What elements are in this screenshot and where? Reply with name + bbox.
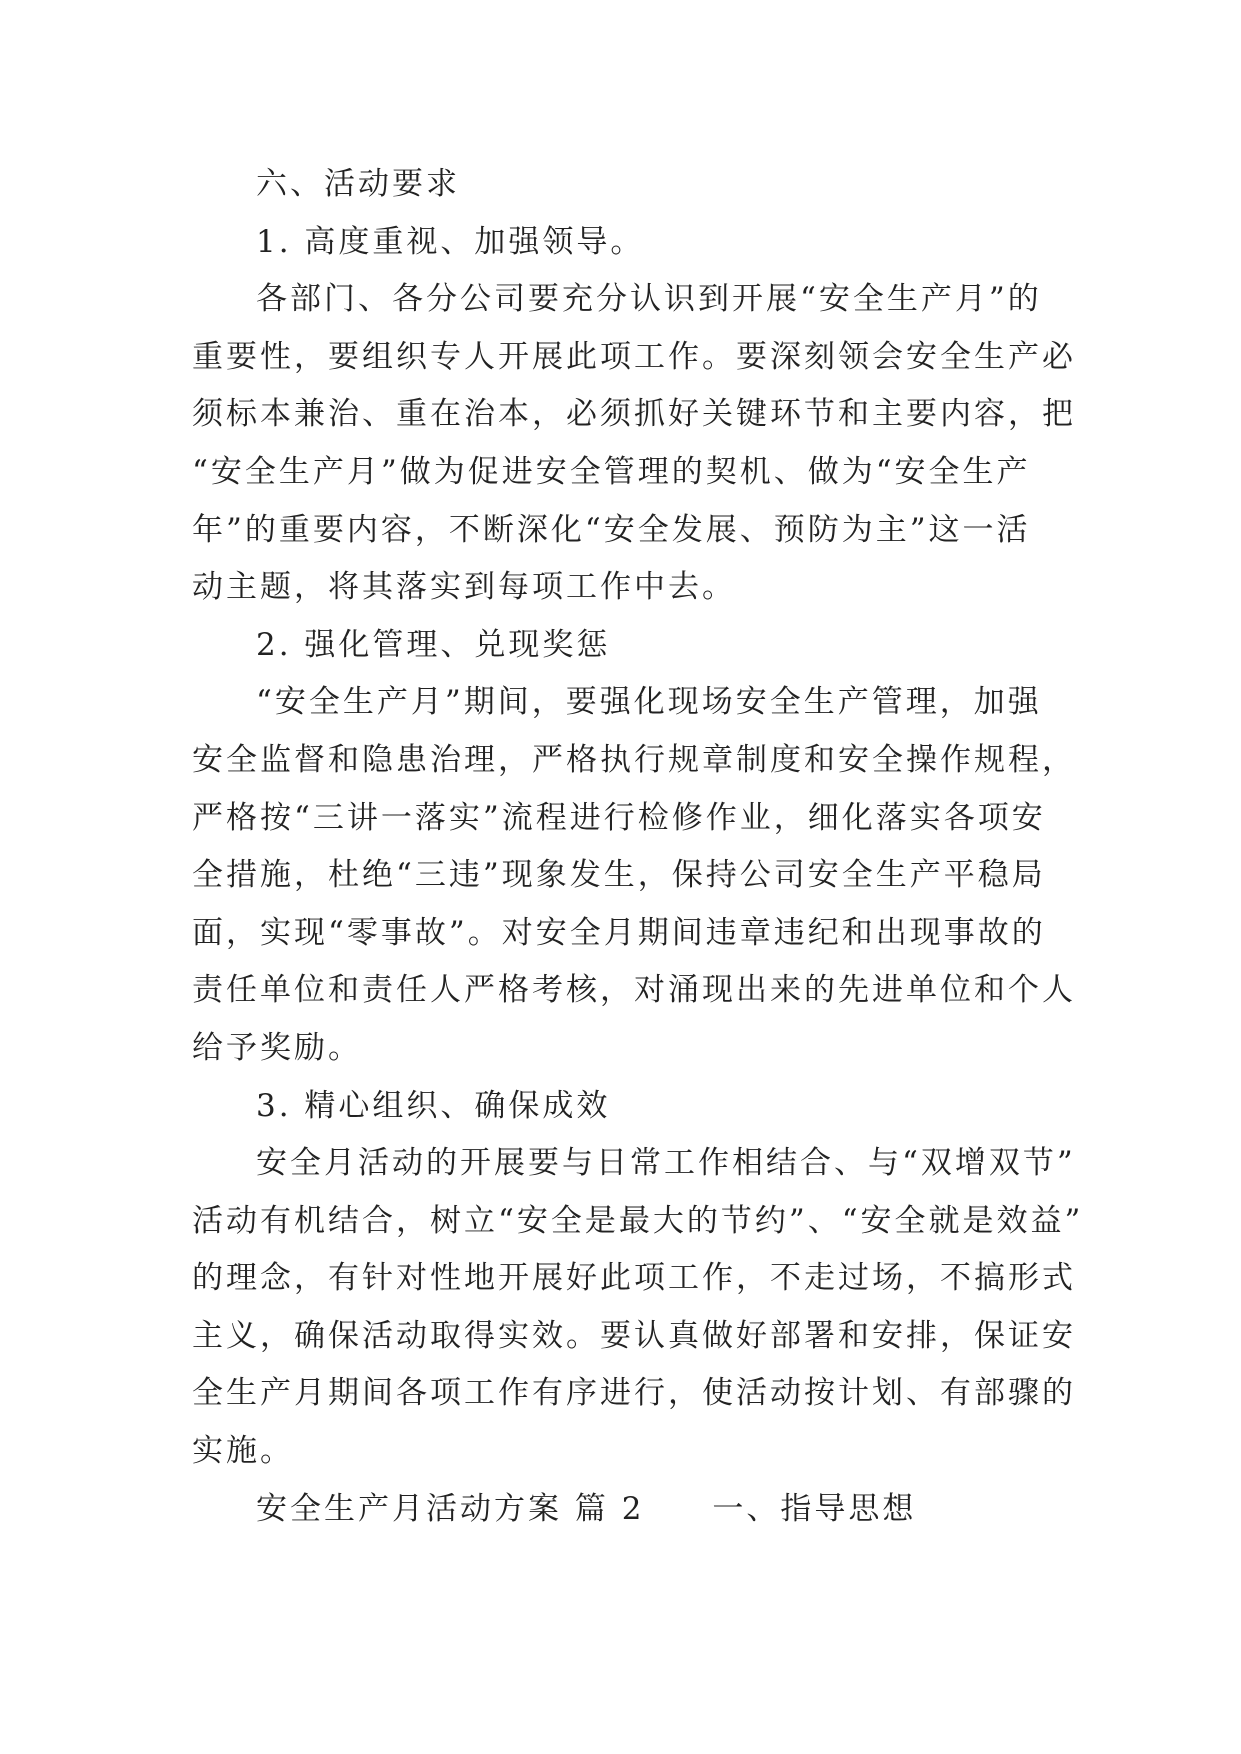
section-heading: 六、活动要求 <box>256 166 460 202</box>
item1-line-4: “安全生产月”做为促进安全管理的契机、做为“安全生产 <box>192 453 1031 490</box>
item3-heading: 3. 精心组织、确保成效 <box>256 1087 611 1124</box>
item1-line-2: 重要性，要组织专人开展此项工作。要深刻领会安全生产必 <box>192 338 1076 375</box>
item2-heading: 2. 强化管理、兑现奖惩 <box>256 626 611 663</box>
item2-line-2: 安全监督和隐患治理，严格执行规章制度和安全操作规程， <box>192 741 1076 778</box>
item2-line-6: 责任单位和责任人严格考核，对涌现出来的先进单位和个人 <box>192 972 1076 1009</box>
item2-line-3: 严格按“三讲一落实”流程进行检修作业，细化落实各项安 <box>192 799 1046 836</box>
document-body <box>192 156 1084 1538</box>
item1-line-6: 动主题，将其落实到每项工作中去。 <box>192 569 736 606</box>
item2-line-1: “安全生产月”期间，要强化现场安全生产管理，加强 <box>256 684 1042 721</box>
item2-line-7: 给予奖励。 <box>192 1029 362 1066</box>
item3-line-1: 安全月活动的开展要与日常工作相结合、与“双增双节” <box>256 1145 1076 1182</box>
item3-line-4: 主义，确保活动取得实效。要认真做好部署和安排，保证安 <box>192 1317 1076 1354</box>
item2-line-4: 全措施，杜绝“三违”现象发生，保持公司安全生产平稳局 <box>192 857 1046 894</box>
item3-line-2: 活动有机结合，树立“安全是最大的节约”、“安全就是效益” <box>192 1202 1084 1239</box>
item3-line-6: 实施。 <box>192 1433 294 1470</box>
item3-line-3: 的理念，有针对性地开展好此项工作，不走过场，不搞形式 <box>192 1260 1076 1297</box>
item3-line-5: 全生产月期间各项工作有序进行，使活动按计划、有部骤的 <box>192 1375 1076 1412</box>
next-section-heading: 安全生产月活动方案 篇 2 一、指导思想 <box>256 1490 917 1527</box>
item1-line-5: 年”的重要内容，不断深化“安全发展、预防为主”这一活 <box>192 511 1031 548</box>
item1-heading: 1. 高度重视、加强领导。 <box>256 223 645 260</box>
item1-line-1: 各部门、各分公司要充分认识到开展“安全生产月”的 <box>256 281 1042 318</box>
item1-line-3: 须标本兼治、重在治本，必须抓好关键环节和主要内容，把 <box>192 396 1076 433</box>
item2-line-5: 面，实现“零事故”。对安全月期间违章违纪和出现事故的 <box>192 914 1046 951</box>
